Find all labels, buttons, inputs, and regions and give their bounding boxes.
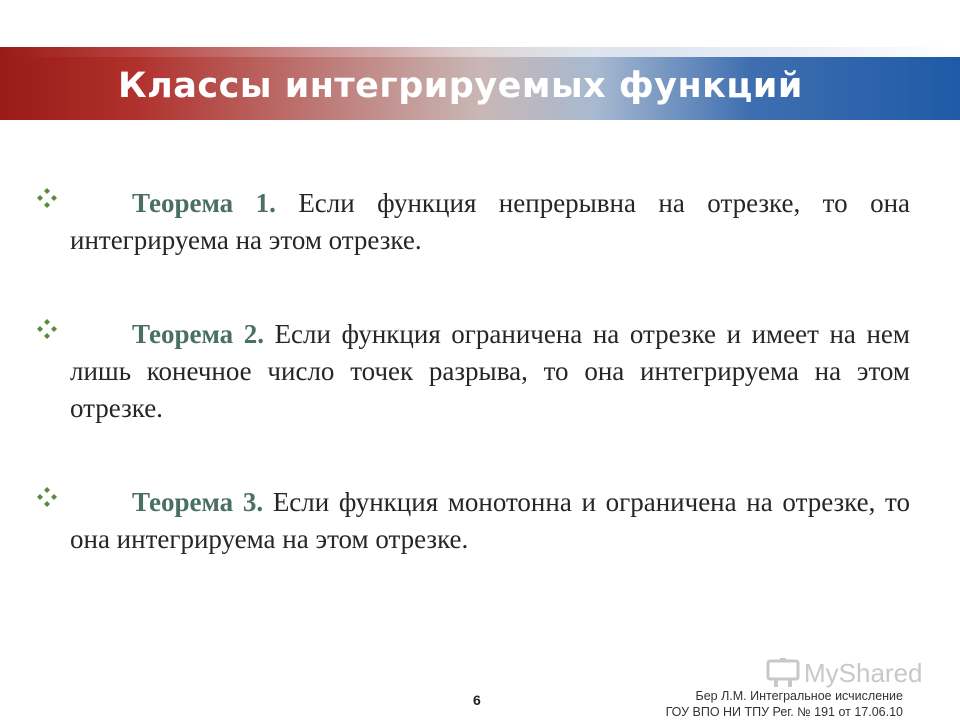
slide-title: Классы интегрируемых функций (118, 66, 803, 106)
watermark-logo (766, 656, 923, 690)
theorem-3-label: Теорема 3. (132, 487, 264, 517)
theorem-3-text (70, 484, 910, 558)
footer-author: Бер Л.М. Интегральное исчисление (695, 689, 903, 703)
theorem-1-label: Теорема 1. (132, 188, 276, 218)
theorem-2-label: Теорема 2. (132, 319, 264, 349)
diamond-bullet-icon (36, 486, 58, 508)
title-band-highlight (0, 47, 960, 57)
diamond-bullet-icon (36, 187, 58, 209)
theorem-1-text (70, 185, 910, 259)
theorem-1 (30, 185, 910, 259)
diamond-bullet-icon (36, 318, 58, 340)
theorem-3-body: Если функция монотонна и ограничена на отрезке, то она интегрируема на этом отрезке. (70, 487, 911, 554)
footer-org: ГОУ ВПО НИ ТПУ Рег. № 191 от 17.06.10 (665, 704, 903, 719)
theorem-2-body: Если функция ограничена на отрезке и имеет на нем лишь конечное число точек разрыва, то она интегрируема на этом отрезке. (70, 319, 910, 423)
theorem-1-body: Если функция непрерывна на отрезке, то она интегрируема на этом отрезке. (70, 188, 910, 255)
footer-info (666, 689, 903, 720)
projector-screen-icon (766, 658, 800, 688)
page-number: 6 (473, 692, 481, 708)
theorem-3 (30, 484, 910, 558)
theorem-2 (30, 316, 910, 427)
theorem-2-text (70, 316, 910, 427)
watermark-text: MyShared (804, 657, 923, 688)
